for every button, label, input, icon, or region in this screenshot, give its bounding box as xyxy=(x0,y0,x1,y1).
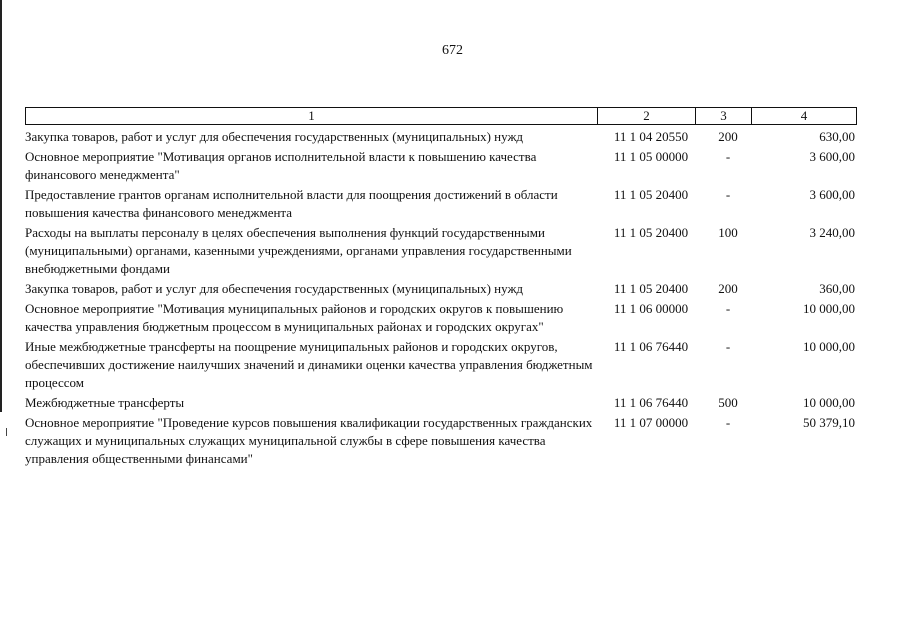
table-row xyxy=(25,186,857,222)
table-row xyxy=(25,128,857,146)
row-sum: 10 000,00 xyxy=(803,395,855,410)
header-col-3: 3 xyxy=(696,108,752,124)
table-row xyxy=(25,394,857,412)
header-col-4: 4 xyxy=(800,108,808,123)
row-sum: 10 000,00 xyxy=(803,339,855,354)
row-type: 100 xyxy=(718,225,738,240)
row-code: 11 1 06 76440 xyxy=(613,395,689,410)
row-name: Иные межбюджетные трансферты на поощрение муниципальных районов и городских округов, обеспечивших достижение наилучших значений и динамики оценки качества управления бюджетным процессом xyxy=(25,339,593,390)
row-type: 500 xyxy=(718,395,738,410)
budget-table-body xyxy=(25,128,857,470)
row-name: Основное мероприятие "Мотивация органов исполнительной власти к повышению качества финансового менеджмента" xyxy=(25,149,537,182)
row-type: 200 xyxy=(718,129,738,144)
row-sum: 10 000,00 xyxy=(803,301,855,316)
row-code: 11 1 05 20400 xyxy=(613,281,689,296)
table-row xyxy=(25,300,857,336)
row-sum: 50 379,10 xyxy=(803,415,855,430)
row-name: Расходы на выплаты персоналу в целях обеспечения выполнения функций государственными (муниципальными) органами, казенными учреждениями, органами управления государственными внебюджетными фондами xyxy=(25,225,572,276)
table-header xyxy=(25,107,857,125)
table-row xyxy=(25,280,857,298)
row-code: 11 1 04 20550 xyxy=(613,129,689,144)
table-row xyxy=(25,414,857,468)
row-code: 11 1 07 00000 xyxy=(613,415,689,430)
row-name: Предоставление грантов органам исполнительной власти для поощрения достижений в области повышения качества финансового менеджмента xyxy=(25,187,558,220)
scan-margin-mark xyxy=(6,428,7,436)
row-name: Закупка товаров, работ и услуг для обеспечения государственных (муниципальных) нужд xyxy=(25,129,524,144)
row-type: - xyxy=(725,339,731,354)
row-sum: 3 600,00 xyxy=(809,187,855,202)
row-code: 11 1 05 20400 xyxy=(613,187,689,202)
scan-margin-line xyxy=(0,0,2,412)
table-row xyxy=(25,224,857,278)
row-type: 200 xyxy=(718,281,738,296)
row-name: Основное мероприятие "Мотивация муниципальных районов и городских округов к повышению качества управления бюджетным процессом в муниципальных районах и городских округах" xyxy=(25,301,564,334)
row-code: 11 1 05 20400 xyxy=(613,225,689,240)
row-sum: 3 240,00 xyxy=(809,225,855,240)
row-code: 11 1 06 00000 xyxy=(613,301,689,316)
row-type: - xyxy=(725,415,731,430)
row-sum: 630,00 xyxy=(819,129,855,144)
row-type: - xyxy=(725,187,731,202)
row-sum: 3 600,00 xyxy=(809,149,855,164)
row-sum: 360,00 xyxy=(819,281,855,296)
page-number: 672 xyxy=(442,43,463,58)
row-code: 11 1 06 76440 xyxy=(613,339,689,354)
row-type: - xyxy=(725,301,731,316)
table-row xyxy=(25,148,857,184)
header-col-2: 2 xyxy=(598,108,696,124)
row-code: 11 1 05 00000 xyxy=(613,149,689,164)
row-name: Основное мероприятие "Проведение курсов повышения квалификации государственных гражданских служащих и муниципальных служащих муниципальной службы в сфере повышения качества управления общественными финансами" xyxy=(25,415,593,466)
row-name: Закупка товаров, работ и услуг для обеспечения государственных (муниципальных) нужд xyxy=(25,281,524,296)
row-name: Межбюджетные трансферты xyxy=(25,395,185,410)
row-type: - xyxy=(725,149,731,164)
table-row xyxy=(25,338,857,392)
header-col-1: 1 xyxy=(26,108,598,124)
